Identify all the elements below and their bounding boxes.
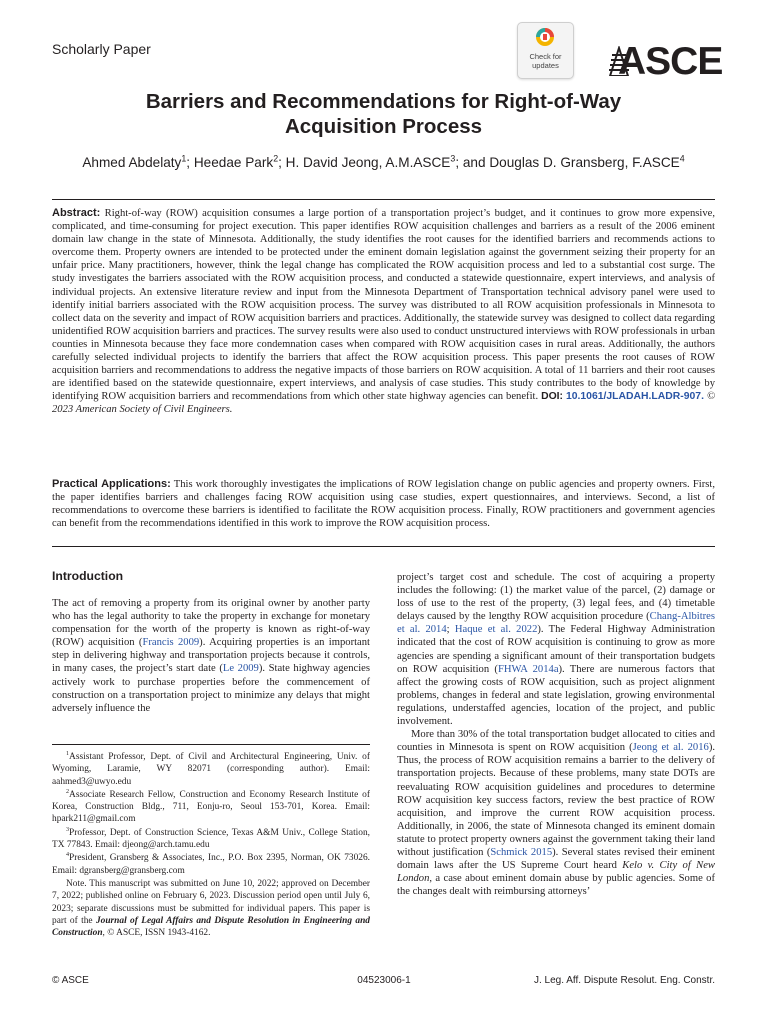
footnote-3	[52, 827, 370, 852]
footnote-text: Assistant Professor, Dept. of Civil and Architectural Engineering, Univ. of Wyoming, Laramie, WY 82071 (corresponding author). Email: aahmed3@uwyo.edu	[52, 752, 370, 787]
practical-applications-text: This work thoroughly investigates the implications of ROW legislation change on public agencies and property owners. First, the paper identifies barriers and challenges facing ROW acquisition using case studies, expert questionnaires, and interviews. Second, a list of recommendations to overcome these barriers is identified to facilitate the ROW acquisition process. Finally, ROW practitioners and government agencies can benefit from the recommendations identified in this work to improve the ROW acquisition process.	[52, 479, 715, 530]
badge-line-1: Check for	[529, 52, 562, 61]
intro-text: project’s target cost and schedule. The cost of acquiring a property includes the following: (1) the market value of the parcel, (2) damage or loss of use to the rest of the property, (3) legal fees, and (4) timetable delays caused by the lengthy ROW acquisition procedure (	[397, 572, 715, 623]
intro-paragraph-3	[397, 728, 715, 898]
footnotes	[52, 751, 370, 939]
title-line-1: Barriers and Recommendations for Right-of-Way	[145, 90, 622, 113]
intro-paragraph-2	[397, 571, 715, 728]
footer-page-id: 04523006-1	[357, 975, 411, 986]
footnote-2	[52, 789, 370, 826]
footnote-marker: 3	[66, 826, 70, 833]
abstract-divider	[52, 546, 715, 547]
author-1-affiliation: 1	[181, 153, 187, 164]
intro-text: ). Acquiring properties is an important step in delivering highway and transportation projects because it controls, in many cases, the project’s start date (	[52, 637, 370, 675]
citation-link[interactable]: Schmick 2015	[490, 846, 553, 858]
citation-link[interactable]: Francis 2009	[142, 637, 200, 649]
check-for-updates-badge[interactable]	[517, 22, 574, 79]
footnote-4	[52, 852, 370, 877]
intro-text: The act of removing a property from its original owner by another party who has the legal authority to take the property in exchange for monetary compensation for the worth of the property is known as right-of-way (ROW) acquisition (	[52, 598, 370, 649]
intro-text: ). Thus, the process of ROW acquisition remains a barrier to the delivery of transportation projects. Because of these problems, many state DOTs are reevaluating ROW acquisition guidelines and procedures to determine ROW acquisition key success factors, review the best practice of ROW acquisition, and improve the current ROW acquisition process. Additionally, in 2006, the state of Minnesota changed its eminent domain statute to protect property owners against the government taking their land without justification (	[397, 742, 715, 858]
footer-journal: J. Leg. Aff. Dispute Resolut. Eng. Constr.	[533, 975, 715, 986]
citation-link[interactable]: Haque et al. 2022	[454, 624, 538, 636]
practical-applications	[52, 478, 715, 530]
abstract-label: Abstract:	[52, 207, 101, 219]
title-line-2: Acquisition Process	[284, 115, 483, 138]
case-name: Kelo v. City of New London	[397, 860, 715, 885]
top-divider	[52, 199, 715, 200]
author-4-affiliation: 4	[679, 153, 685, 164]
check-for-updates-icon	[535, 27, 555, 47]
author-list	[52, 155, 715, 170]
author-3: H. David Jeong, A.M.ASCE	[285, 155, 451, 170]
footnote-text: Associate Research Fellow, Construction and Economy Research Institute of Korea, Construction Bldg., 711, Eonju-ro, Seoul 153-701, Korea. Email: hpark211@gmail.com	[52, 789, 370, 825]
section-label: Scholarly Paper	[52, 41, 151, 57]
intro-text: ). Several states revised their eminent domain laws after the US Supreme Court heard	[397, 846, 715, 872]
footer-publisher: © ASCE	[52, 975, 89, 986]
footnote-text: President, Gransberg & Associates, Inc., P.O. Box 2395, Norman, OK 73026. Email: dgransberg@gransberg.com	[52, 853, 370, 876]
author-4: Douglas D. Gransberg, F.ASCE	[489, 155, 680, 170]
footnote-text: Professor, Dept. of Construction Science, Texas A&M Univ., College Station, TX 77843. Email: djeong@arch.tamu.edu	[52, 827, 370, 851]
abstract-text: Right-of-way (ROW) acquisition consumes a large portion of a transportation project’s budget, and it continues to grow more expensive, complicated, and time-consuming for project execution. This paper identifies ROW acquisition challenges and barriers as a result of the 2006 eminent domain law change in the state of Minnesota. Additionally, the study identifies the root causes for the identified barriers and recommends actions to overcome them. Property owners are intended to be protected under the eminent domain legislation against the government seizing their property for an unfair price. Many practitioners, however, think the legal change has complicated the ROW acquisition process and led to a substantial cost surge. The study investigates the barriers associated with the ROW acquisition process, and conducted a statewide questionnaire, expert interviews, and analysis of individual projects. An extensive literature review and input from the Minnesota Department of Transportation technical advisory panel were used to identify initial barriers associated with the ROW acquisition process. The survey was distributed to all ROW acquisition professionals in Minnesota to collect data on the severity and impact of ROW acquisition barriers and practices. Additionally, the statewide survey was designed to collect data regarding unidentified ROW acquisition barriers and practices. The survey results were also used to conduct unstructured interviews with ROW professionals in urban counties in Minnesota because they face more condemnation cases when compared with ROW acquisition cases in rural areas. Additionally, the authors carefully selected individual projects to identify the barriers that affect the ROW acquisition process. This paper presents the root causes of ROW acquisition barriers and recommendations to address the negative impacts of those barriers on ROW acquisition. A total of 11 barriers and their root causes are identified based on the statewide questionnaire, expert interviews, and analysis of case studies. This study contributes to the body of knowledge by identifying ROW acquisition barriers and recommendations from which other state highway agencies can benefit.	[52, 208, 715, 403]
introduction-heading: Introduction	[52, 569, 124, 583]
author-separator: ; and	[455, 155, 490, 170]
intro-text: , a case about eminent domain abuse by public agencies. Some of the changes dealt with reimbursing attorneys’	[397, 873, 715, 898]
author-2: Heedae Park	[193, 155, 274, 170]
citation-link[interactable]: Jeong et al. 2016	[632, 742, 709, 754]
badge-line-2: updates	[532, 61, 559, 70]
note-text: Note. This manuscript was submitted on June 10, 2022; approved on December 7, 2022; published online on February 6, 2023. Discussion period open until July 6, 2023; separate discussions must be submitted for individual papers. This paper is part of the	[52, 878, 370, 926]
paper-title	[52, 89, 715, 139]
journal-name: Journal of Legal Affairs and Dispute Resolution in Engineering and Construction	[52, 915, 370, 939]
author-1: Ahmed Abdelaty	[82, 155, 182, 170]
citation-link[interactable]: Le 2009	[222, 663, 259, 675]
abstract	[52, 207, 715, 417]
citation-link[interactable]: Chang-Albitres et al. 2014	[397, 611, 715, 636]
footnote-marker: 4	[66, 852, 70, 859]
intro-text: ). The Federal Highway Administration indicated that the cost of ROW acquisition is continuing to grow as more agencies are spending a significant amount of their transportation budgets on ROW acquisition (	[397, 624, 715, 675]
submission-note	[52, 878, 370, 939]
asce-logo-text: ASCE	[618, 40, 723, 83]
doi-link[interactable]: 10.1061/JLADAH.LADR-907.	[565, 391, 704, 403]
intro-text: ). There are numerous factors that affect the growing costs of ROW acquisition, such as project alignment problems, changes in federal and state legislation, growing environmental regulations, understaffed agencies, location of the project, and public involvement.	[397, 663, 715, 728]
asce-logo	[608, 40, 723, 84]
copyright-notice: © 2023 American Society of Civil Engineers.	[52, 391, 715, 416]
author-3-affiliation: 3	[450, 153, 456, 164]
author-separator: ;	[186, 155, 194, 170]
doi-label: DOI:	[541, 391, 563, 403]
author-2-affiliation: 2	[273, 153, 279, 164]
intro-paragraph-1	[52, 597, 370, 715]
note-text: , © ASCE, ISSN 1943-4162.	[102, 928, 211, 939]
footnote-marker: 2	[66, 788, 70, 795]
citation-link[interactable]: FHWA 2014a	[497, 663, 559, 675]
intro-text: ). State highway agencies actively work to purchase properties before the commencement of construction on a transportation project to minimize any delays that might adversely influence the	[52, 663, 370, 714]
author-separator: ;	[278, 155, 286, 170]
footnote-marker: 1	[66, 750, 70, 757]
intro-text: ;	[446, 624, 455, 636]
footnote-1	[52, 751, 370, 788]
footnote-divider	[52, 744, 370, 745]
intro-text: More than 30% of the total transportation budget allocated to cities and counties in Minnesota is spent on ROW acquisition (	[397, 729, 715, 754]
practical-applications-label: Practical Applications:	[52, 478, 171, 490]
right-column	[397, 571, 715, 898]
